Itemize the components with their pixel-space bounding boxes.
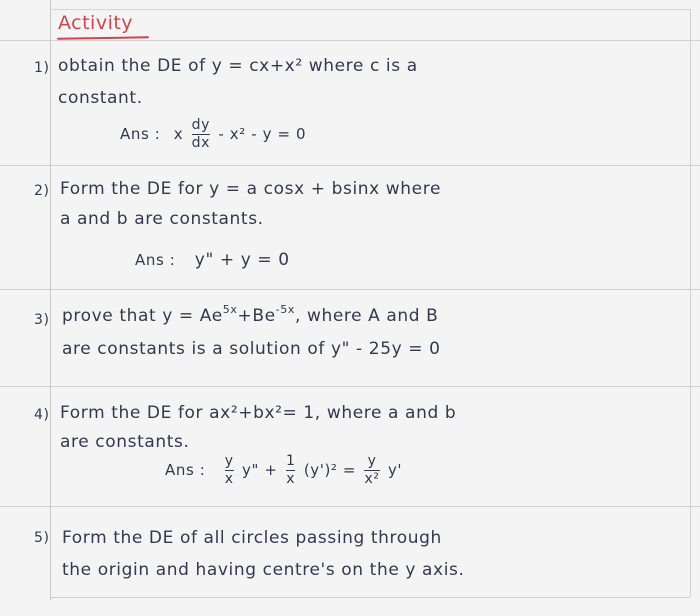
rule-line <box>0 289 700 290</box>
question-5-number: 5) <box>34 530 50 546</box>
question-1-line-2: constant. <box>58 88 143 108</box>
rule-line <box>0 386 700 387</box>
answer-label: Ans : <box>120 125 161 143</box>
answer-term: (y')² = <box>303 461 357 479</box>
exponent-1: 5x <box>222 303 238 316</box>
question-3-number: 3) <box>34 312 50 328</box>
derivative-fraction <box>192 118 210 151</box>
margin-line <box>50 0 51 600</box>
question-5-line-1: Form the DE of all circles passing through <box>62 528 442 548</box>
question-4-line-1: Form the DE for ax²+bx²= 1, where a and b <box>60 403 457 423</box>
rule-line <box>0 506 700 507</box>
fraction-y-over-x-squared: $\frac{y}{\text{x²}}$ <box>364 453 380 487</box>
question-5-line-2: the origin and having centre's on the y axis. <box>62 560 465 580</box>
top-rule <box>50 9 690 10</box>
fraction-y-over-x: $\frac{y}{x}$ <box>224 453 234 487</box>
question-4-answer <box>165 454 402 487</box>
question-3-text-b: +Be <box>237 306 276 326</box>
fraction-1-over-x: $\frac{1}{x}$ <box>285 453 296 487</box>
question-4-line-2: are constants. <box>60 432 190 452</box>
question-4-number: 4) <box>34 407 50 423</box>
rule-line <box>0 165 700 166</box>
answer-term: x <box>173 125 184 143</box>
rule-line <box>0 40 700 41</box>
question-1-line-1: obtain the DE of y = cx+x² where c is a <box>58 56 418 76</box>
exponent-2: -5x <box>275 303 295 316</box>
question-1-number: 1) <box>34 60 50 76</box>
answer-label: Ans : <box>135 251 176 269</box>
question-3-line-1 <box>62 303 439 326</box>
question-2-number: 2) <box>34 183 50 199</box>
question-3-text-a: prove that y = Ae <box>62 306 223 326</box>
answer-label: Ans : <box>165 461 206 479</box>
question-3-line-2: are constants is a solution of y" - 25y = 0 <box>62 339 441 359</box>
right-border <box>690 9 691 597</box>
question-3-text-c: , where A and B <box>294 306 439 326</box>
answer-term: y' <box>387 461 403 479</box>
fraction-denominator: dx <box>191 135 211 151</box>
question-2-line-1: Form the DE for y = a cosx + bsinx where <box>60 179 442 199</box>
question-2-line-2: a and b are constants. <box>60 209 264 229</box>
question-1-answer <box>120 118 306 151</box>
answer-term: y" + <box>242 461 278 479</box>
question-2-answer <box>135 250 290 270</box>
bottom-border <box>50 597 690 598</box>
answer-rest: - x² - y = 0 <box>218 125 307 143</box>
page-title: Activity <box>58 12 134 34</box>
fraction-numerator: dy <box>191 117 211 133</box>
answer-expression: y" + y = 0 <box>194 250 290 270</box>
